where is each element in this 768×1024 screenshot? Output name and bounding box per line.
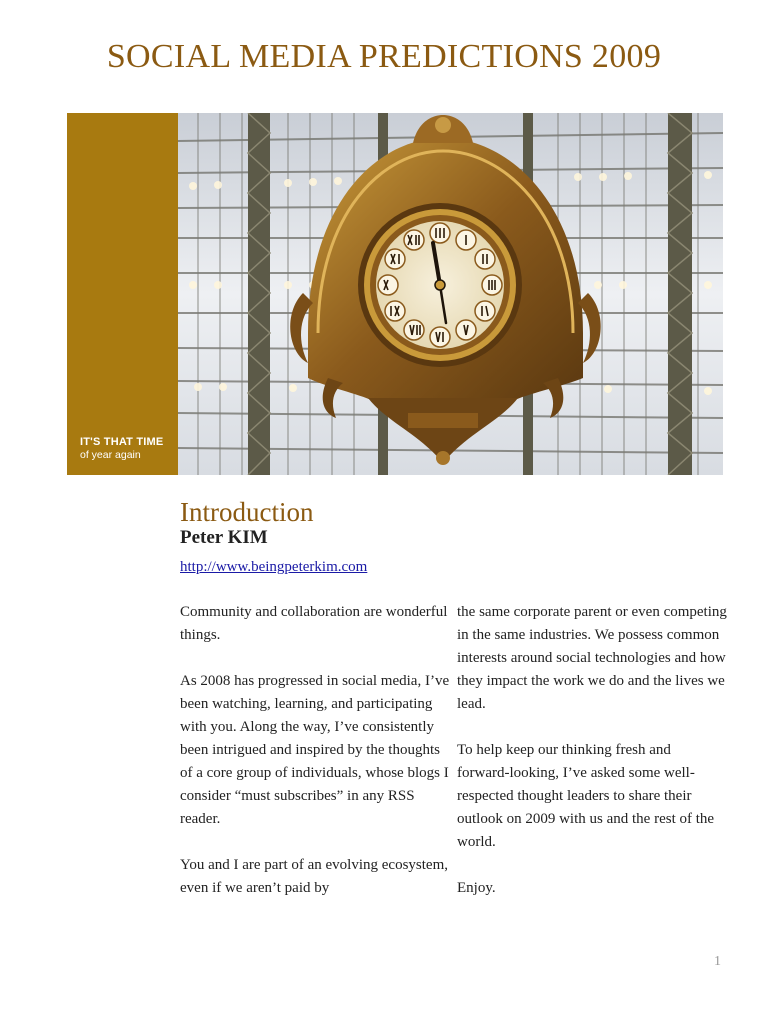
paragraph: As 2008 has progressed in social media, I’ve been watching, learning, and participating with you. Along the way, I’ve consistently been intrigued and inspired by the thoughts of a core group of individuals, whose blogs I consider “must subscribes” in any RSS reader. <box>180 673 450 827</box>
page-number: 1 <box>714 954 721 969</box>
band-caption <box>80 436 163 461</box>
band-caption-title: IT'S THAT TIME <box>80 436 164 448</box>
author-website-link[interactable]: http://www.beingpeterkim.com <box>180 559 368 575</box>
author-name: Peter KIM <box>180 527 268 548</box>
hero-banner <box>67 113 723 475</box>
article-column-left <box>180 601 450 923</box>
paragraph: To help keep our thinking fresh and forward-looking, I’ve asked some well-respected thought leaders to share their outlook on 2009 with us and the rest of the world. <box>457 742 715 850</box>
page-title: SOCIAL MEDIA PREDICTIONS 2009 <box>106 38 662 75</box>
paragraph: Enjoy. <box>457 880 496 896</box>
article-column-right <box>457 601 727 923</box>
paragraph: the same corporate parent or even competing in the same industries. We possess common interests around social technologies and how they impact the work we do and the lives we lead. <box>457 604 727 712</box>
section-heading: Introduction <box>180 497 314 527</box>
paragraph: Community and collaboration are wonderful things. <box>180 604 448 643</box>
band-caption-subtitle: of year again <box>80 449 141 461</box>
hero-side-band <box>67 113 178 475</box>
ornate-clock-icon <box>178 113 723 475</box>
hero-photo <box>178 113 723 475</box>
paragraph: You and I are part of an evolving ecosystem, even if we aren’t paid by <box>180 857 448 896</box>
